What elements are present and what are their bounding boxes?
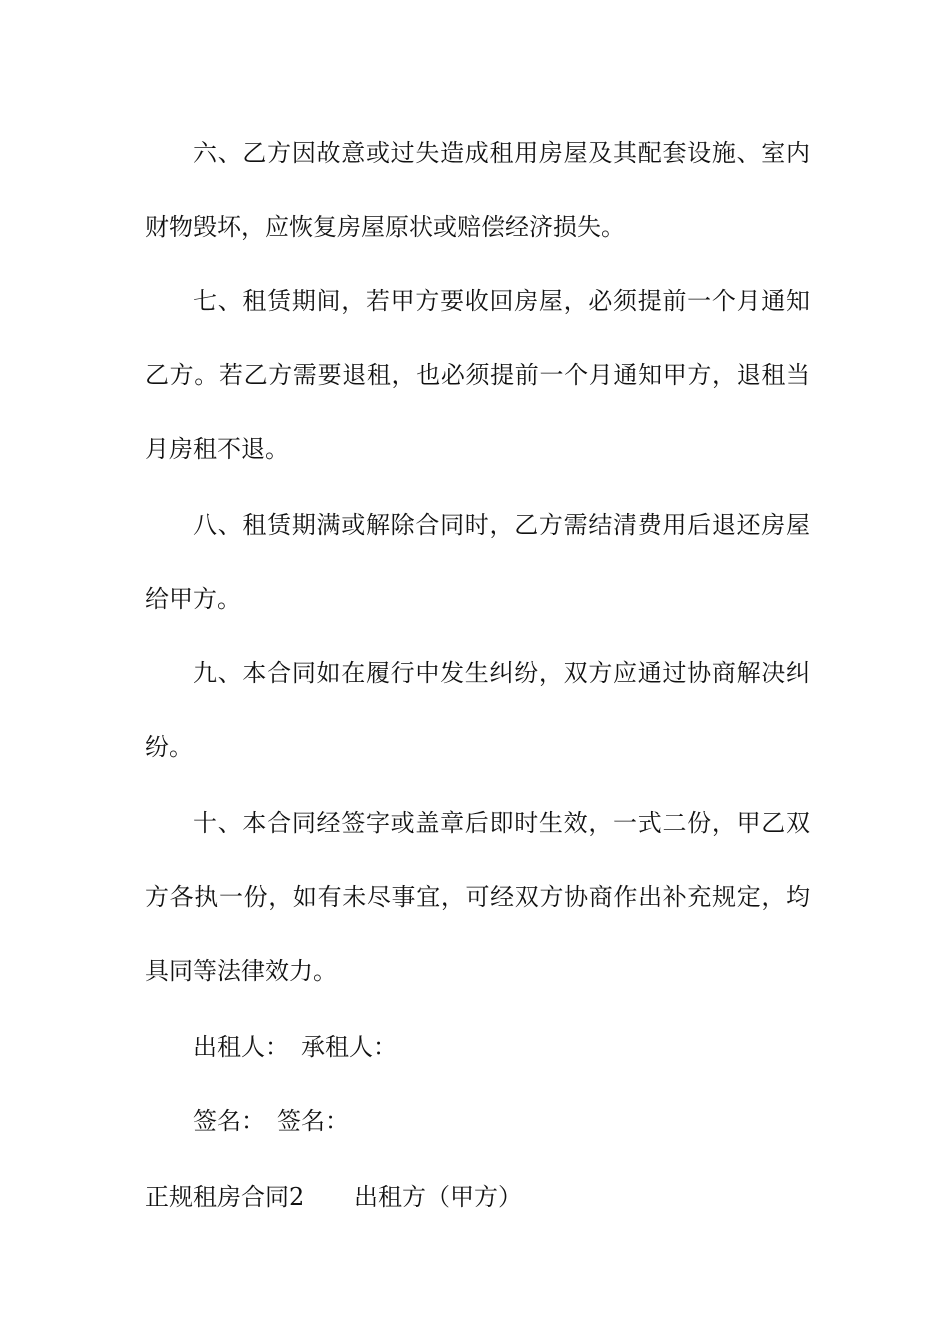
lessee-sign-label: 签名： bbox=[277, 1107, 349, 1135]
clause-9-line-2: 纷。 bbox=[145, 733, 193, 761]
lessor-sign-label: 签名： bbox=[193, 1107, 265, 1135]
next-contract-party-label: 出租方（甲方） bbox=[354, 1183, 522, 1211]
lessor-label: 出租人： bbox=[193, 1033, 289, 1061]
next-contract-title: 正规租房合同2 bbox=[145, 1183, 305, 1211]
clause-10-line-1: 十、本合同经签字或盖章后即时生效，一式二份，甲乙双 bbox=[193, 809, 810, 837]
clause-8-line-1: 八、租赁期满或解除合同时，乙方需结清费用后退还房屋 bbox=[193, 511, 810, 539]
clause-7-line-2: 乙方。若乙方需要退租，也必须提前一个月通知甲方，退租当 bbox=[145, 361, 810, 389]
clause-6-line-1: 六、乙方因故意或过失造成租用房屋及其配套设施、室内 bbox=[193, 139, 810, 167]
clause-10-line-3: 具同等法律效力。 bbox=[145, 957, 337, 985]
clause-9-line-1: 九、本合同如在履行中发生纠纷，双方应通过协商解决纠 bbox=[193, 659, 810, 687]
clause-6-line-2: 财物毁坏，应恢复房屋原状或赔偿经济损失。 bbox=[145, 213, 625, 241]
clause-7-line-1: 七、租赁期间，若甲方要收回房屋，必须提前一个月通知 bbox=[193, 287, 810, 315]
clause-8-line-2: 给甲方。 bbox=[145, 585, 241, 613]
clause-7-line-3: 月房租不退。 bbox=[145, 435, 289, 463]
lessee-label: 承租人： bbox=[301, 1033, 397, 1061]
clause-10-line-2: 方各执一份，如有未尽事宜，可经双方协商作出补充规定，均 bbox=[145, 883, 810, 911]
